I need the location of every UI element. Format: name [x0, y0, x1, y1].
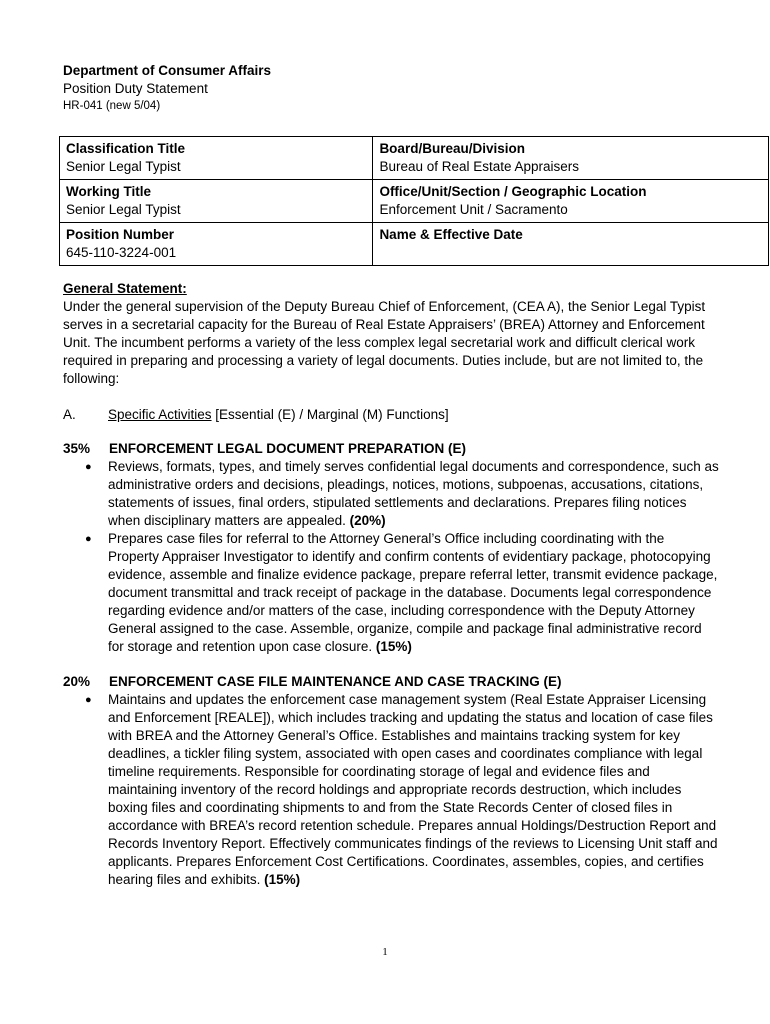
name-date-cell[interactable] [373, 223, 769, 266]
duty-list [63, 458, 719, 656]
office-value: Enforcement Unit / Sacramento [379, 202, 568, 217]
form-code: HR-041 (new 5/04) [63, 100, 161, 112]
specific-activities-heading [108, 406, 449, 424]
office-cell [373, 180, 769, 223]
name-date-label: Name & Effective Date [379, 227, 523, 242]
general-statement-title: General Statement: [63, 281, 187, 296]
classification-title-value: Senior Legal Typist [66, 159, 181, 174]
office-label: Office/Unit/Section / Geographic Location [379, 184, 647, 199]
specific-activities-label: Specific Activities [108, 407, 212, 422]
bullet-dot-icon: ● [85, 533, 92, 545]
section-percent: 20% [63, 674, 91, 689]
bullet-dot-icon: ● [85, 694, 92, 706]
board-cell [373, 137, 769, 180]
duty-list [63, 691, 719, 889]
duty-allocation: (20%) [349, 513, 386, 528]
list-item [63, 691, 719, 889]
section-percent: 35% [63, 441, 91, 456]
board-value: Bureau of Real Estate Appraisers [379, 159, 580, 174]
specific-activities-suffix: [Essential (E) / Marginal (M) Functions] [211, 407, 449, 422]
position-info-table [59, 136, 769, 266]
page-number: 1 [382, 946, 388, 958]
position-number-cell [60, 223, 373, 266]
duty-text: Maintains and updates the enforcement case management system (Real Estate Appraiser Licensing and Enforcement [REALE]), which includes tracking and updating the status and location of case files with BREA and the Attorney General’s Office. Establishes and maintains tracking system for key deadlines, a tickler filing system, associated with open cases and coordinates compliance with legal timeline requirements. Responsible for coordinating storage of legal and evidence files and maintaining inventory of the record holdings and appropriate records destruction, which includes boxing files and coordinating shipments to and from the State Records Center of closed files in accordance with BREA’s record retention schedule. Prepares annual Holdings/Destruction Report and Records Inventory Report. Effectively communicates findings of the reviews to Licensing Unit staff and applicants. Prepares Enforcement Cost Certifications. Coordinates, assembles, copies, and certifies hearing files and exhibits. [108, 692, 718, 887]
section-title: ENFORCEMENT LEGAL DOCUMENT PREPARATION (E) [109, 441, 466, 456]
section-heading [63, 673, 719, 691]
general-statement-text: Under the general supervision of the Deputy Bureau Chief of Enforcement, (CEA A), the Senior Legal Typist serves in a secretarial capacity for the Bureau of Real Estate Appraisers’ (BREA) Attorney and Enforcement Unit. The incumbent performs a variety of the less complex legal secretarial work and difficult clerical work required in preparing and processing a variety of legal documents. Duties include, but are not limited to, the following: [63, 299, 706, 386]
bullet-dot-icon: ● [85, 461, 92, 473]
working-title-label: Working Title [66, 184, 152, 199]
list-item [63, 458, 719, 530]
classification-title-cell [60, 137, 373, 180]
board-label: Board/Bureau/Division [379, 141, 525, 156]
duty-text: Reviews, formats, types, and timely serves confidential legal documents and correspondence, such as administrative orders and decisions, pleadings, notices, motions, subpoenas, accusations, citations, statements of issues, final orders, stipulated settlements and declarations. Prepares filing notices when disciplinary matters are appealed. [108, 459, 719, 528]
working-title-value: Senior Legal Typist [66, 202, 181, 217]
table-row [60, 180, 769, 223]
duty-text: Prepares case files for referral to the Attorney General’s Office including coordinating with the Property Appraiser Investigator to identify and confirm contents of evidentiary package, photocopying evidence, assemble and finalize evidence package, prepare referral letter, transmit evidence package, document transmittal and track receipt of package in the database. Documents legal correspondence regarding evidence and/or matters of the case, including correspondence with the Deputy Attorney General assigned to the case. Assemble, organize, compile and package final administrative record for storage and retention upon case closure. [108, 531, 718, 654]
position-number-label: Position Number [66, 227, 175, 242]
position-number-value: 645-110-3224-001 [66, 245, 177, 260]
specific-activities-line [63, 406, 719, 424]
table-row [60, 223, 769, 266]
department-name: Department of Consumer Affairs [63, 63, 272, 78]
specific-activities-letter: A. [63, 407, 76, 422]
working-title-cell [60, 180, 373, 223]
duty-allocation: (15%) [264, 872, 301, 887]
section-title: ENFORCEMENT CASE FILE MAINTENANCE AND CASE TRACKING (E) [109, 674, 562, 689]
document-page [63, 62, 719, 889]
section-heading [63, 440, 719, 458]
table-row [60, 137, 769, 180]
list-item [63, 530, 719, 656]
classification-title-label: Classification Title [66, 141, 186, 156]
duty-allocation: (15%) [375, 639, 412, 654]
form-title: Position Duty Statement [63, 81, 208, 96]
